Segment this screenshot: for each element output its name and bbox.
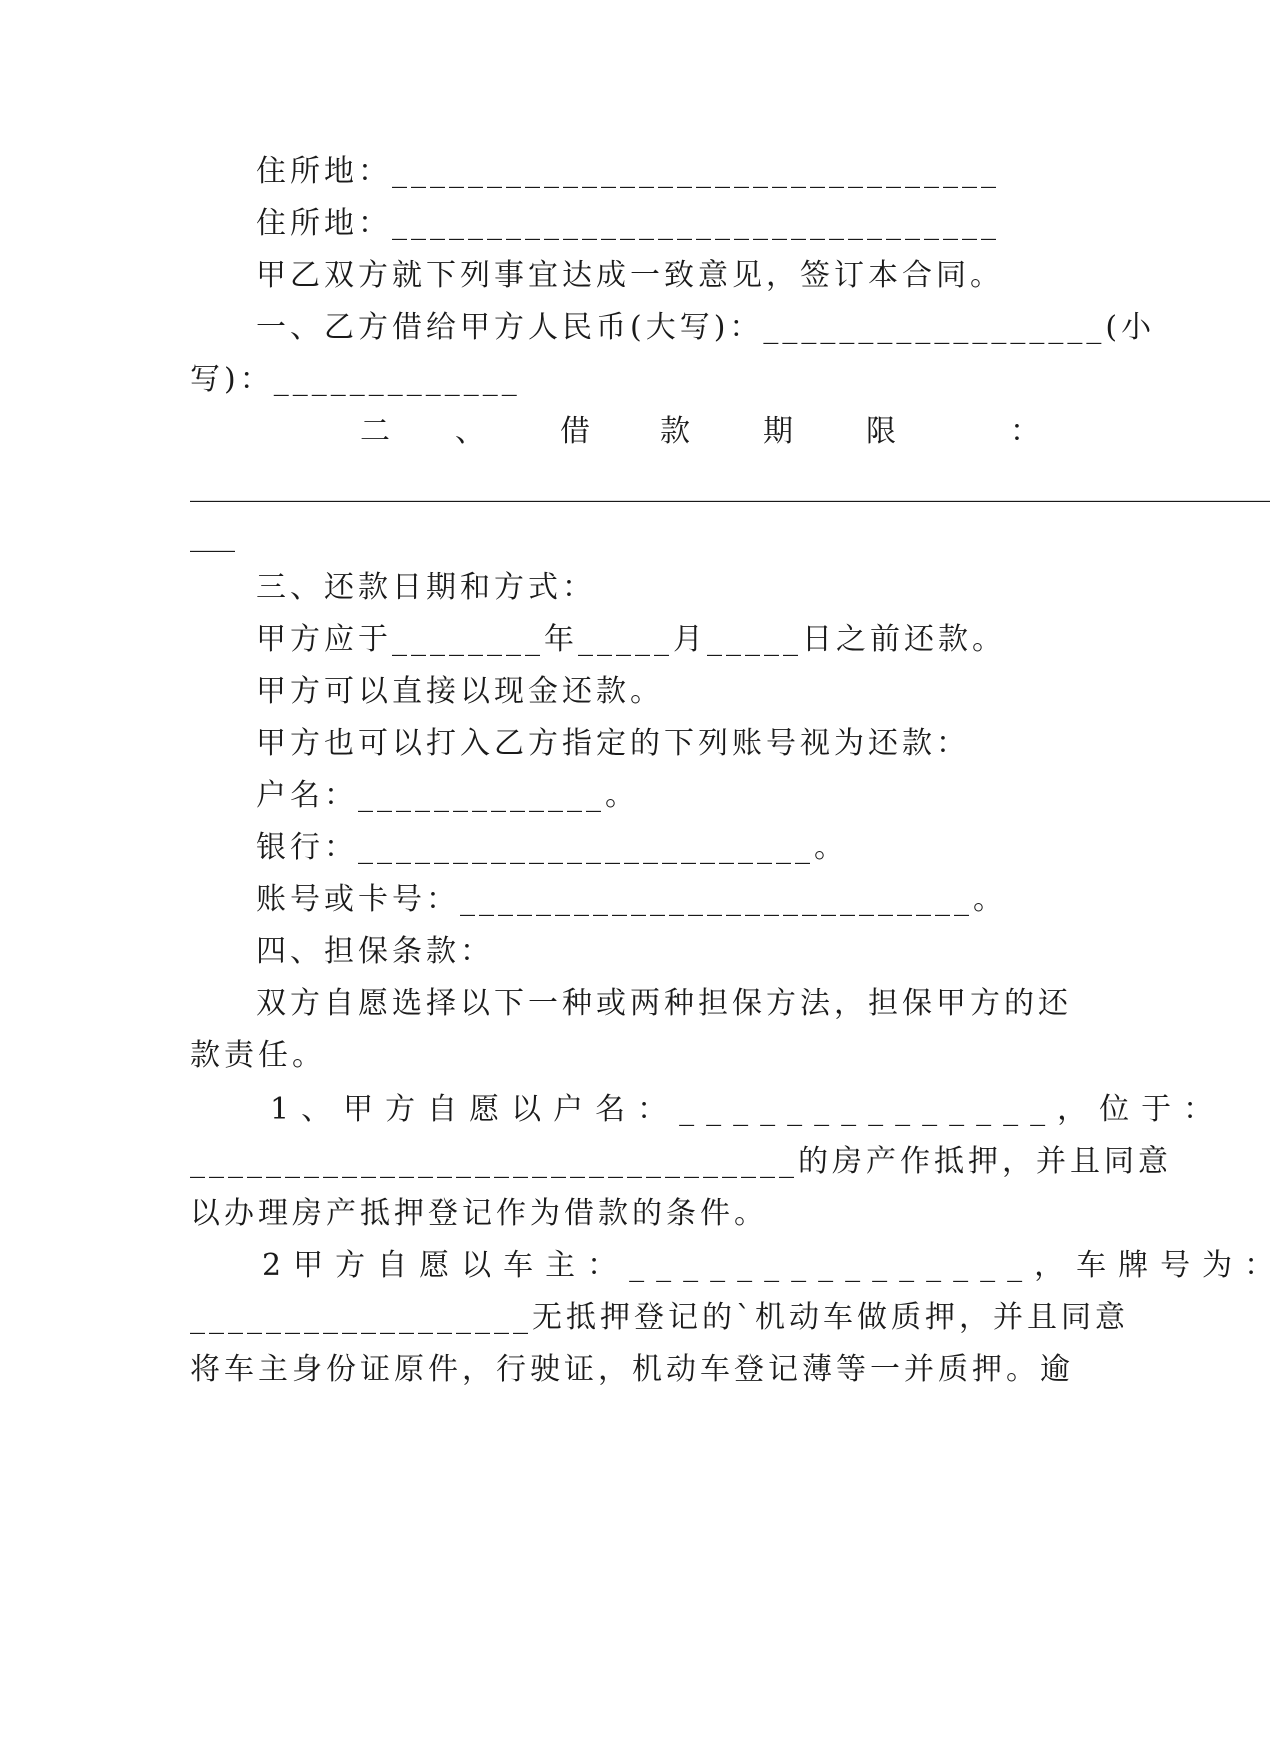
guarantee-option-1: 1、甲方自愿以户名：______________，位于： xyxy=(270,1092,1226,1127)
guarantee-intro-cont: 款责任。 xyxy=(190,1038,326,1073)
clause-1-amount-cont: 写)：_____________ xyxy=(190,362,521,397)
heading-char: 二 xyxy=(360,414,390,449)
account-name-line: 户名：_____________。 xyxy=(256,778,639,813)
repayment-date-line: 甲方应于________年_____月_____日之前还款。 xyxy=(256,622,1006,657)
heading-char: 款 xyxy=(660,414,690,449)
heading-char: 期 xyxy=(763,414,793,449)
address-line-1: 住所地：________________________________ xyxy=(256,154,1000,189)
heading-char: 限 xyxy=(866,414,896,449)
cash-repayment-line: 甲方可以直接以现金还款。 xyxy=(256,674,664,709)
guarantee-option-1-cont: ________________________________的房产作抵押，并且同意 xyxy=(190,1144,1172,1179)
guarantee-option-1-end: 以办理房产抵押登记作为借款的条件。 xyxy=(190,1196,768,1231)
guarantee-option-2-more: 将车主身份证原件，行驶证，机动车登记薄等一并质押。逾 xyxy=(190,1352,1074,1387)
account-number-line: 账号或卡号：___________________________。 xyxy=(256,882,1007,917)
clause-3-heading: 三、还款日期和方式： xyxy=(256,570,596,605)
clause-4-heading: 四、担保条款： xyxy=(256,934,494,969)
clause-1-amount: 一、乙方借给甲方人民币(大写)：__________________(小 xyxy=(256,310,1156,345)
clause-2-blank-line-end: ___ xyxy=(190,518,235,553)
heading-char: 借 xyxy=(560,414,590,449)
address-line-2: 住所地：________________________________ xyxy=(256,206,1000,241)
guarantee-option-2-cont: __________________无抵押登记的`机动车做质押，并且同意 xyxy=(190,1300,1129,1335)
bank-line: 银行：________________________。 xyxy=(256,830,848,865)
guarantee-option-2: 2甲方自愿以车主：_______________，车牌号为： xyxy=(262,1248,1286,1283)
transfer-repayment-line: 甲方也可以打入乙方指定的下列账号视为还款： xyxy=(256,726,970,761)
guarantee-intro: 双方自愿选择以下一种或两种担保方法，担保甲方的还 xyxy=(256,986,1072,1021)
agreement-intro: 甲乙双方就下列事宜达成一致意见，签订本合同。 xyxy=(256,258,1004,293)
clause-2-blank-line: ________________________________________________________________________ xyxy=(190,468,1270,503)
heading-char: ： xyxy=(1010,414,1040,449)
heading-char: 、 xyxy=(455,414,485,449)
